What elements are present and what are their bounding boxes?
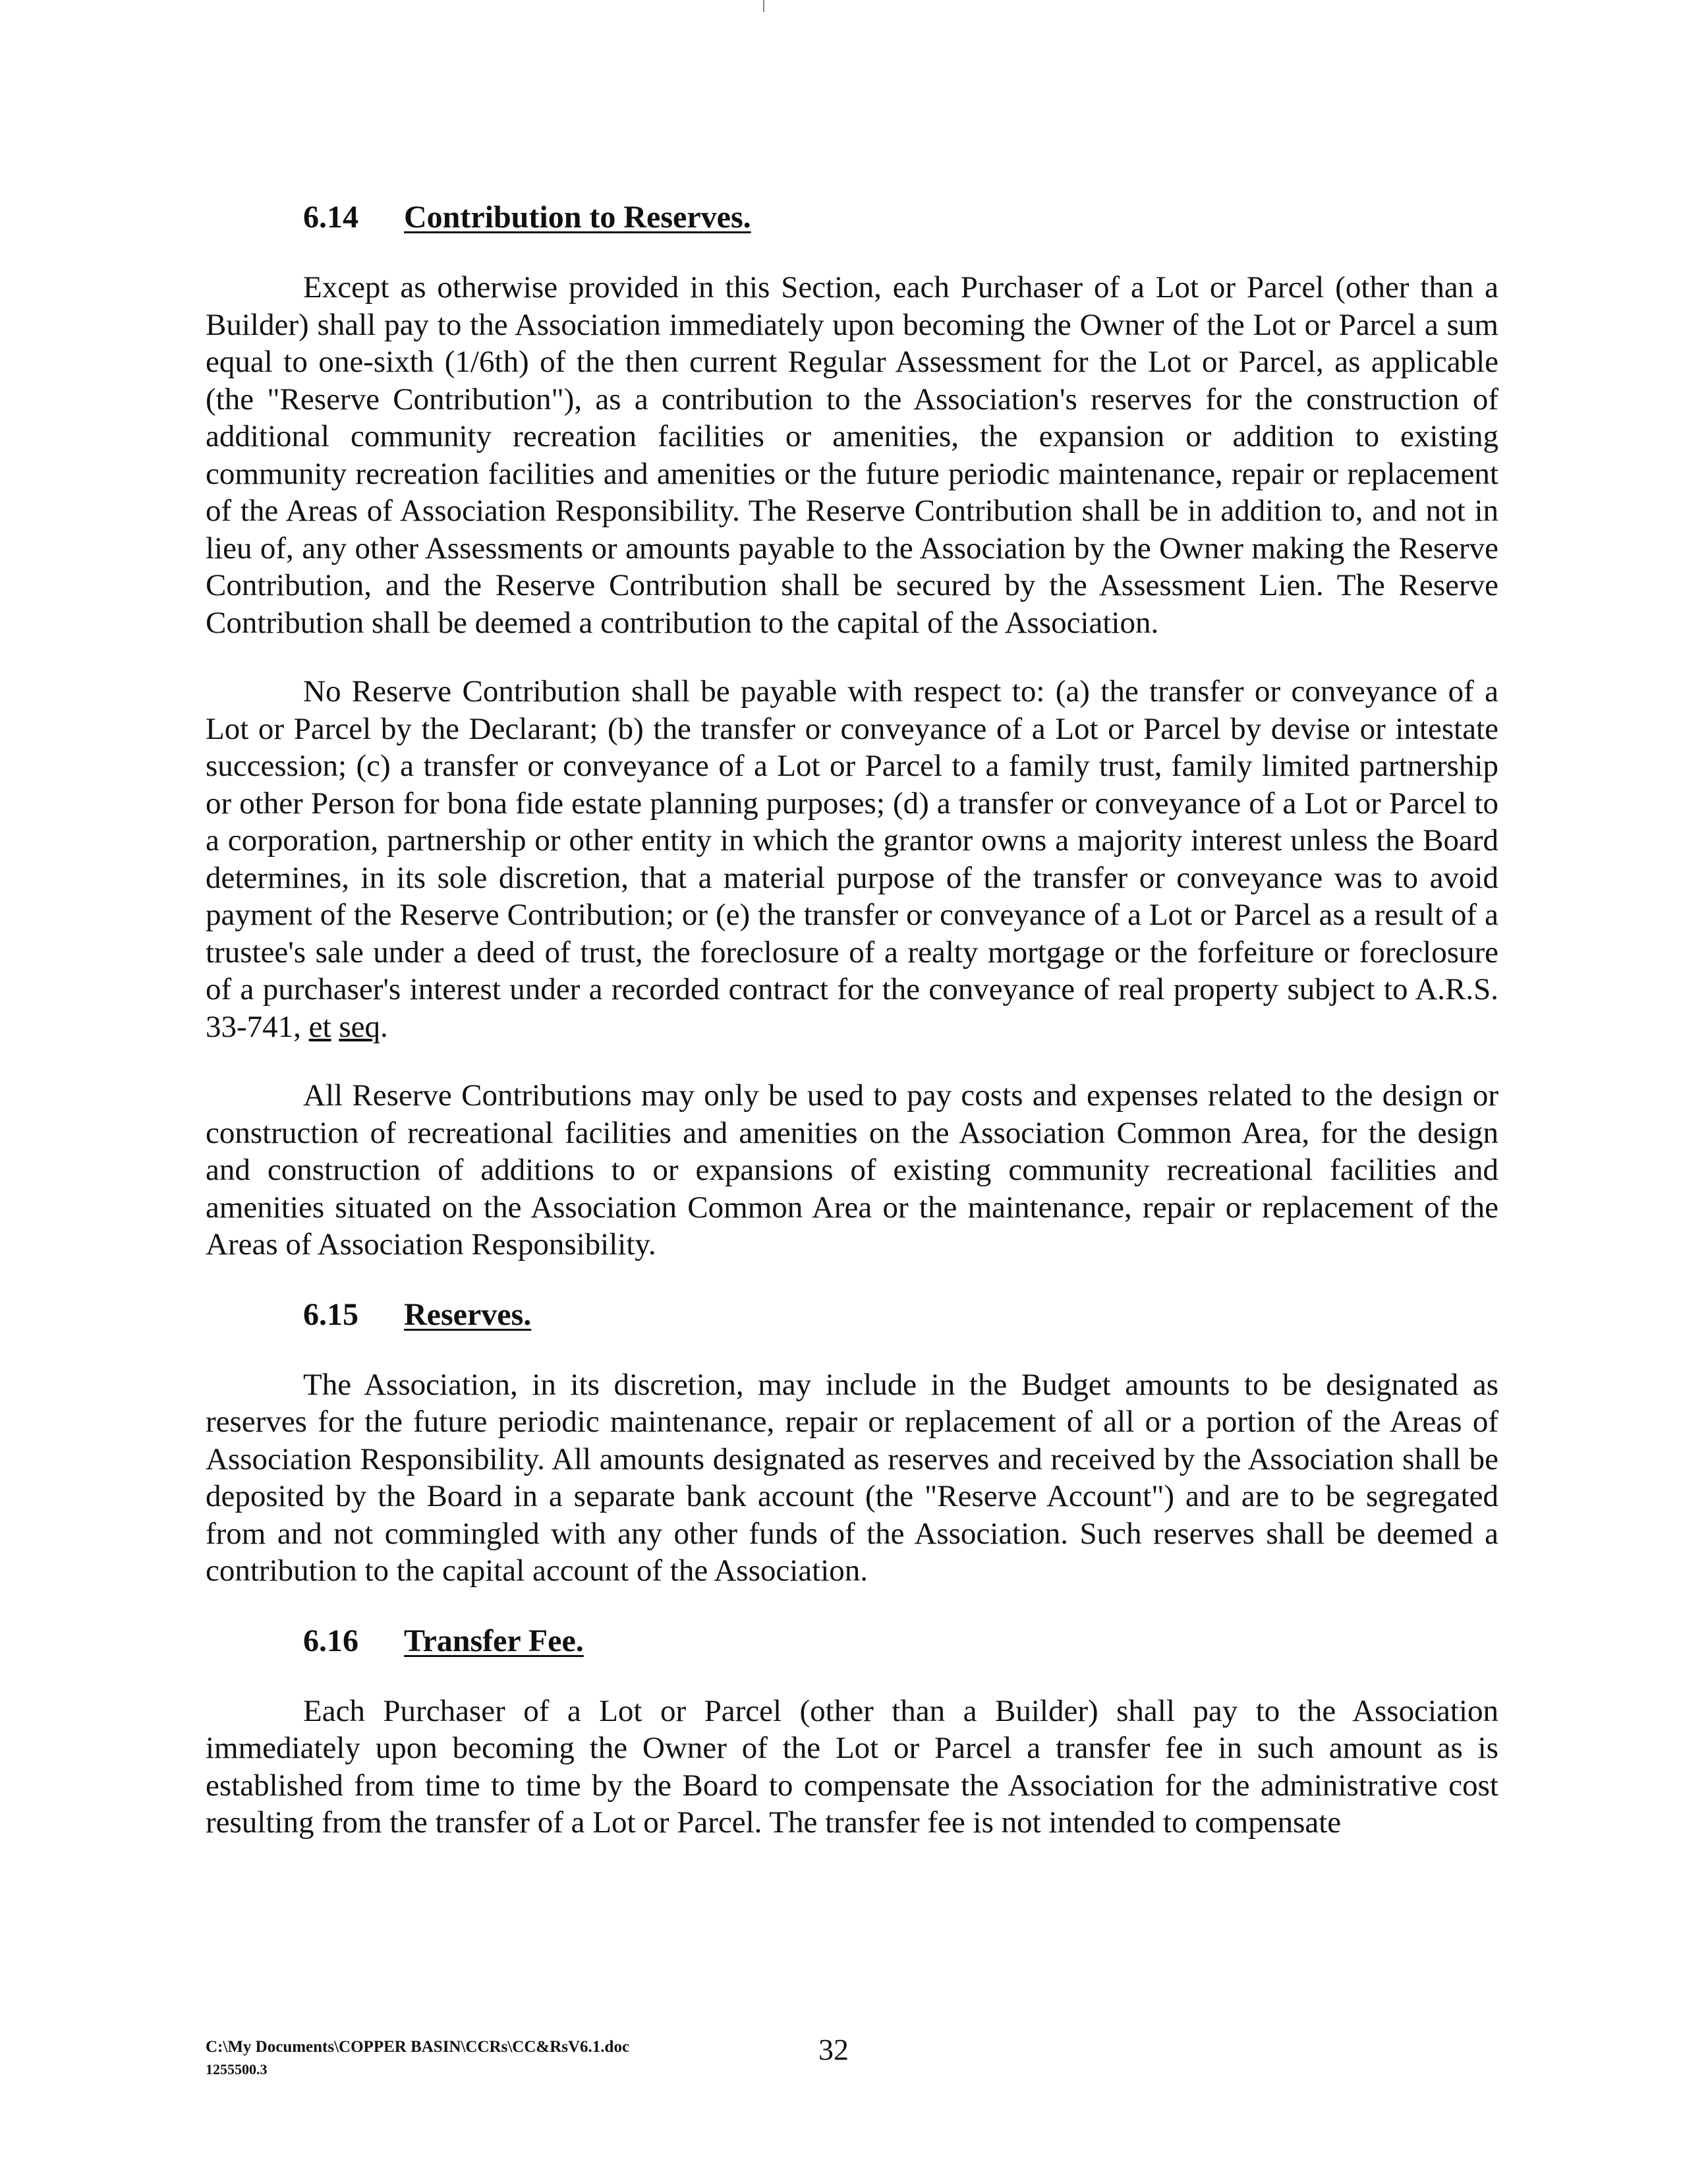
citation-et: et: [308, 1009, 331, 1044]
sentence-end: .: [380, 1009, 388, 1044]
section-heading-6-16: [206, 1621, 1498, 1661]
section-title: Reserves.: [404, 1296, 532, 1332]
section-heading-6-14: [206, 198, 1498, 237]
scan-mark: [763, 0, 764, 12]
section-title: Contribution to Reserves.: [404, 200, 751, 235]
paragraph-exemptions: [206, 673, 1498, 1045]
paragraph-use-of-contributions: All Reserve Contributions may only be used to pay costs and expenses related to the design or construction of recreational facilities and amenities on the Association Common Area, for the design and construction of additions to or expansions of existing community recreational facilities and amenities situated on the Association Common Area or the maintenance, repair or replacement of the Areas of Association Responsibility.: [206, 1078, 1498, 1262]
page-number: 32: [818, 2033, 849, 2066]
paragraph-reserves: The Association, in its discretion, may include in the Budget amounts to be designated as reserves for the future periodic maintenance, repair or replacement of all or a portion of the Areas of Association Responsibility. All amounts designated as reserves and received by the Association shall be deposited by the Board in a separate bank account (the "Reserve Account") and are to be segregated from and not commingled with any other funds of the Association. Such reserves shall be deemed a contribution to the capital account of the Association.: [206, 1367, 1498, 1588]
section-heading-6-15: [206, 1295, 1498, 1335]
page-footer: [206, 2031, 1498, 2110]
exemptions-text: No Reserve Contribution shall be payable with respect to: (a) the transfer or conveyance of a Lot or Parcel by the Declarant; (b) the transfer or conveyance of a Lot or Parcel by devise or intestate succession; (c) a transfer or conveyance of a Lot or Parcel to a family trust, family limited partnership or other Person for bona fide estate planning purposes; (d) a transfer or conveyance of a Lot or Parcel to a corporation, partnership or other entity in which the grantor owns a majority interest unless the Board determines, in its sole discretion, that a material purpose of the transfer or conveyance was to avoid payment of the Reserve Contribution; or (e) the transfer or conveyance of a Lot or Parcel as a result of a trustee's sale under a deed of trust, the foreclosure of a realty mortgage or the forfeiture or foreclosure of a purchaser's interest under a recorded contract for the conveyance of real property subject to A.R.S. 33-741,: [206, 674, 1498, 1044]
paragraph-reserve-contribution: Except as otherwise provided in this Section, each Purchaser of a Lot or Parcel (other than a Builder) shall pay to the Association immediately upon becoming the Owner of the Lot or Parcel a sum equal to one-sixth (1/6th) of the then current Regular Assessment for the Lot or Parcel, as applicable (the "Reserve Contribution"), as a contribution to the Association's reserves for the construction of additional community recreation facilities or amenities, the expansion or addition to existing community recreation facilities and amenities or the future periodic maintenance, repair or replacement of the Areas of Association Responsibility. The Reserve Contribution shall be in addition to, and not in lieu of, any other Assessments or amounts payable to the Association by the Owner making the Reserve Contribution, and the Reserve Contribution shall be secured by the Assessment Lien. The Reserve Contribution shall be deemed a contribution to the capital of the Association.: [206, 270, 1498, 640]
footer-doc-number: 1255500.3: [206, 2061, 268, 2078]
section-number: 6.14: [303, 200, 358, 235]
section-number: 6.16: [303, 1623, 358, 1658]
section-number: 6.15: [303, 1296, 358, 1332]
paragraph-transfer-fee: Each Purchaser of a Lot or Parcel (other than a Builder) shall pay to the Association immediately upon becoming the Owner of the Lot or Parcel a transfer fee in such amount as is established from time to time by the Board to compensate the Association for the administrative cost resulting from the transfer of a Lot or Parcel. The transfer fee is not intended to compensate: [206, 1693, 1498, 1840]
section-title: Transfer Fee.: [404, 1623, 584, 1658]
footer-file-path: C:\My Documents\COPPER BASIN\CCRs\CC&RsV6.1.doc: [206, 2038, 630, 2056]
document-body: [206, 198, 1498, 1873]
citation-seq: seq: [339, 1009, 380, 1044]
